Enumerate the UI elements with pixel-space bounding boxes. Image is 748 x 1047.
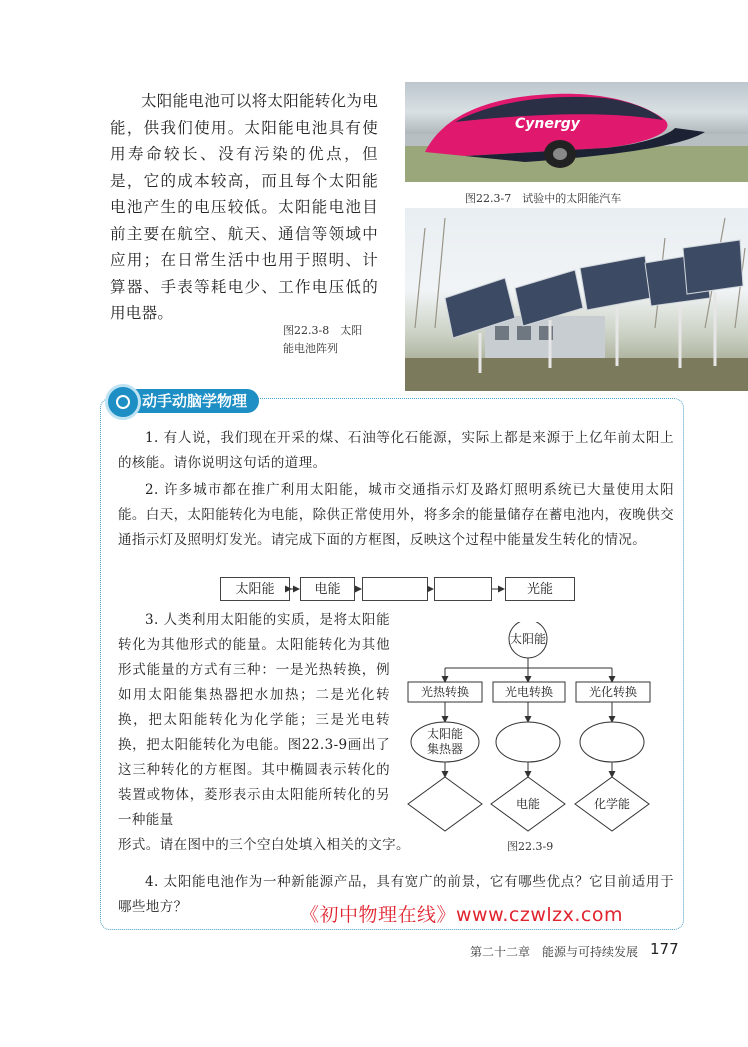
root-label: 太阳能 [509,632,547,646]
question-2: 2. 许多城市都在推广利用太阳能，城市交通指示灯及路灯照明系统已大量使用太阳能。白天，太阳能转化为电能，除供正常使用外，将多余的能量储存在蓄电池内，夜晚供交通指示灯及照明灯发光。请完成下面的方框图，反映这个过程中能量发生转化的情况。 [118,482,674,548]
fig9-caption: 图22.3-9 [507,840,554,853]
device-label-1-line2: 集热器 [426,742,464,756]
device-label-1-line1: 太阳能 [426,727,464,741]
energy-label-3: 化学能 [593,797,631,811]
watermark-text: 《初中物理在线》www.czwlzx.com [300,904,623,926]
question-3-continued: 形式。请在图中的三个空白处填入相关的文字。 [118,837,410,853]
section-title: 动手动脑学物理 [128,389,259,413]
flow-box-2: 电能 [300,577,355,601]
energy-label-2: 电能 [515,797,541,811]
question-4: 4. 太阳能电池作为一种新能源产品，具有宽广的前景，它有哪些优点？它目前适用于哪些地方？ [118,874,674,915]
question-1: 1. 有人说，我们现在开采的煤、石油等化石能源，实际上都是来源于上亿年前太阳上的核能。请你说明这句话的道理。 [118,430,674,471]
flow-box-1: 太阳能 [220,577,290,601]
footer-chapter: 第二十二章 能源与可持续发展 [470,945,639,959]
branch-label-3: 光化转换 [588,685,638,699]
question-3: 3. 人类利用太阳能的实质，是将太阳能转化为其他形式的能量。太阳能转化为其他形式能量的方式有三种：一是光热转换，例如用太阳能集热器把水加热；二是光化转换，把太阳能转化为化学能；三是光电转换，把太阳能转化为电能。图22.3-9画出了这三种转化的方框图。其中椭圆表示转化的装置或物体，菱形表示由太阳能所转化的另一种能量 [118,612,390,828]
page-number: 177 [650,940,679,958]
fig8-caption-line1: 图22.3-8 太阳 [283,324,363,337]
branch-label-1: 光热转换 [420,685,470,699]
device-ellipse-2[interactable] [496,722,560,762]
flow-box-5: 光能 [505,577,575,601]
energy-diamond-1[interactable] [408,777,482,831]
fig7-caption: 图22.3-7 试验中的太阳能汽车 [465,192,622,205]
intro-text: 太阳能电池可以将太阳能转化为电能，供我们使用。太阳能电池具有使用寿命较长、没有污染的优点，但是，它的成本较高，而且每个太阳能电池产生的电压较低。太阳能电池目前主要在航空、航天、通信等领域中应用；在日常生活中也用于照明、计算器、手表等耗电少、工作电压低的用电器。 [110,92,379,322]
device-ellipse-3[interactable] [580,722,644,762]
conversion-tree-diagram [400,622,660,852]
branch-label-2: 光电转换 [504,685,554,699]
fig8-caption-line2: 能电池阵列 [283,342,338,355]
car-logo-text: Cynergy [515,116,580,132]
